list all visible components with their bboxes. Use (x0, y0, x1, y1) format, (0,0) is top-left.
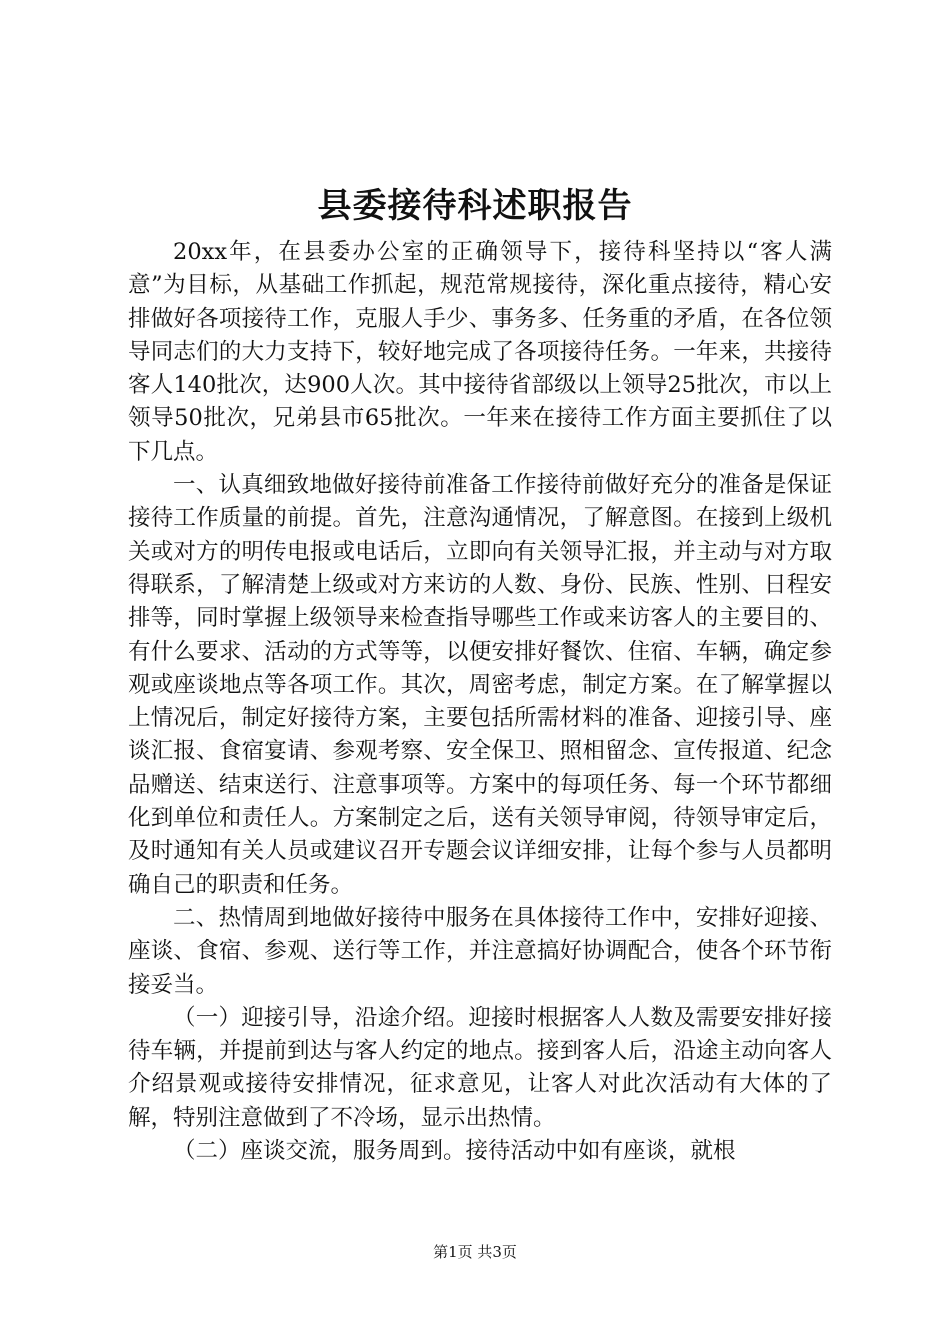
paragraph-discussion: （二）座谈交流，服务周到。接待活动中如有座谈，就根 (173, 1138, 736, 1165)
paragraph-preparation: 一、认真细致地做好接待前准备工作接待前做好充分的准备是保证接待工作质量的前提。首先，注意沟通情况，了解意图。在接到上级机关或对方的明传电报或电话后，立即向有关领导汇报，并主动与对方取得联系，了解清楚上级或对方来访的人数、身份、民族、性别、日程安排等，同时掌握上级领导来检查指导哪些工作或来访客人的主要目的、有什么要求、活动的方式等等，以便安排好餐饮、住宿、车辆，确定参观或座谈地点等各项工作。其次，周密考虑，制定方案。在了解掌握以上情况后，制定好接待方案，主要包括所需材料的准备、迎接引导、座谈汇报、食宿宴请、参观考察、安全保卫、照相留念、宣传报道、纪念品赠送、结束送行、注意事项等。方案中的每项任务、每一个环节都细化到单位和责任人。方案制定之后，送有关领导审阅，待领导审定后，及时通知有关人员或建议召开专题会议详细安排，让每个参与人员都明确自己的职责和任务。 (128, 472, 832, 898)
document-body (128, 236, 832, 1168)
document-title: 县委接待科述职报告 (317, 186, 633, 226)
page-number-footer: 第1页 共3页 (433, 1243, 517, 1261)
paragraph-service: 二、热情周到地做好接待中服务在具体接待工作中，安排好迎接、座谈、食宿、参观、送行等工作，并注意搞好协调配合，使各个环节衔接妥当。 (128, 904, 832, 998)
paragraph-intro: 20xx年，在县委办公室的正确领导下，接待科坚持以“客人满意”为目标，从基础工作抓起，规范常规接待，深化重点接待，精心安排做好各项接待工作，克服人手少、事务多、任务重的矛盾，在各位领导同志们的大力支持下，较好地完成了各项接待任务。一年来，共接待客人140批次，达900人次。其中接待省部级以上领导25批次，市以上领导50批次，兄弟县市65批次。一年来在接待工作方面主要抓住了以下几点。 (128, 239, 832, 465)
paragraph-reception-guide: （一）迎接引导，沿途介绍。迎接时根据客人人数及需要安排好接待车辆，并提前到达与客人约定的地点。接到客人后，沿途主动向客人介绍景观或接待安排情况，征求意见，让客人对此次活动有大体的了解，特别注意做到了不冷场，显示出热情。 (128, 1004, 832, 1131)
